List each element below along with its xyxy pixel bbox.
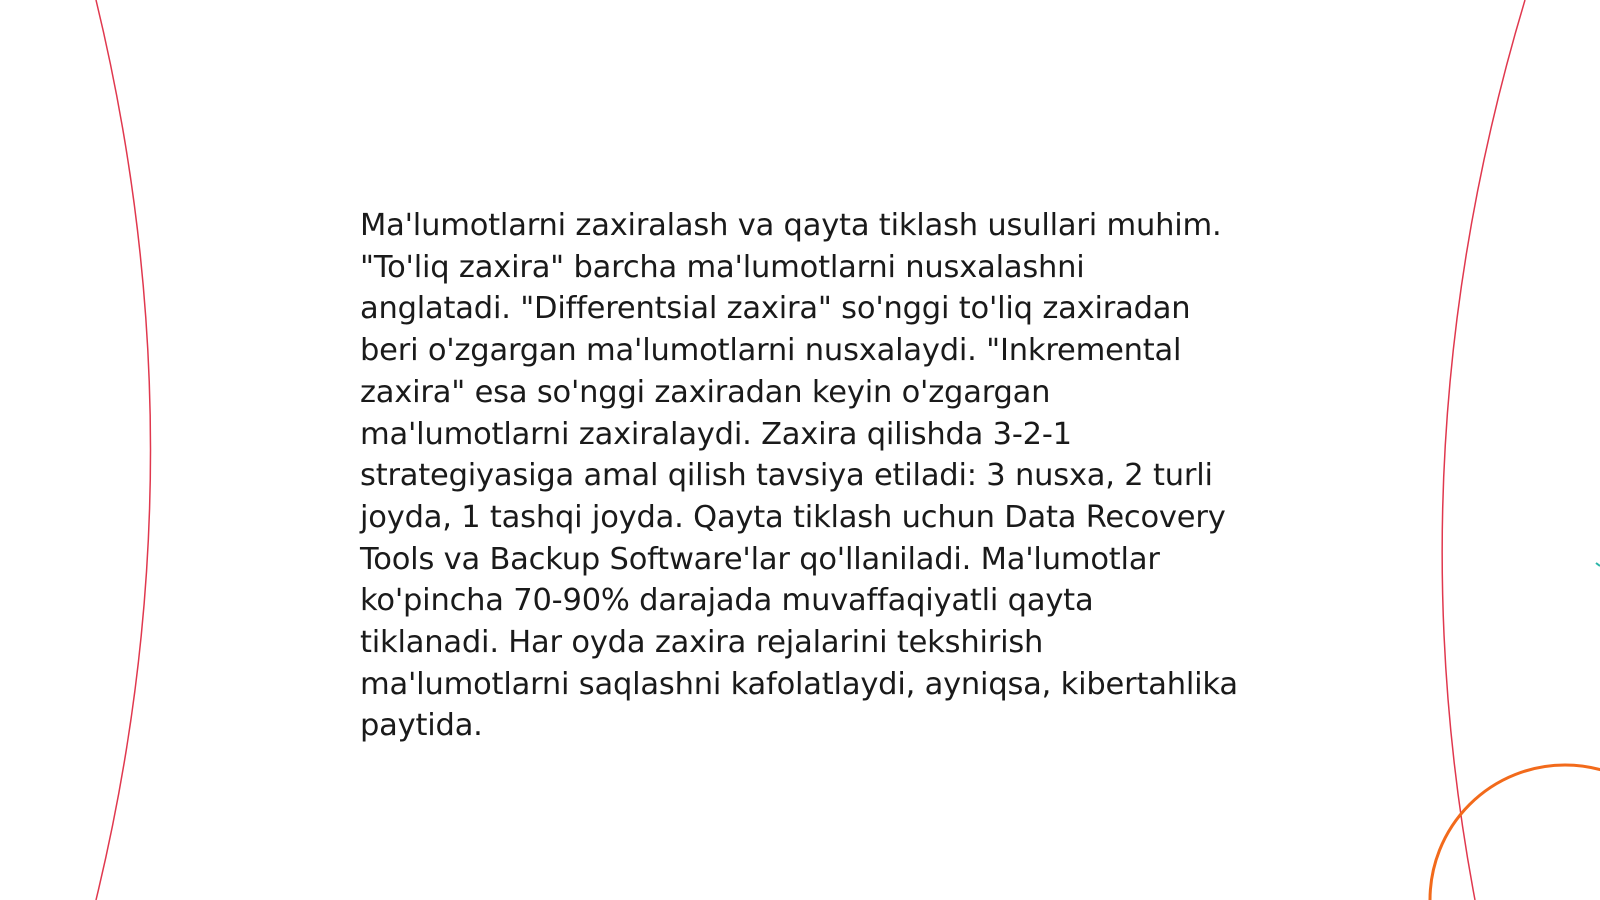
left-curve-line xyxy=(96,0,151,900)
body-text: Ma'lumotlarni zaxiralash va qayta tiklash usullari muhim. "To'liq zaxira" barcha ma'lumotlarni nusxalashni anglatadi. "Differentsial zaxira" so'nggi to'liq zaxiradan beri o'zgargan ma'lumotlarni nusxalaydi. "Inkremental zaxira" esa so'nggi zaxiradan keyin o'zgargan ma'lumotlarni zaxiralaydi. Zaxira qilishda 3-2-1 strategiyasiga amal qilish tavsiya etiladi: 3 nusxa, 2 turli joyda, 1 tashqi joyda. Qayta tiklash uchun Data Recovery Tools va Backup Software'lar qo'llaniladi. Ma'lumotlar ko'pincha 70-90% darajada muvaffaqiyatli qayta tiklanadi. Har oyda zaxira rejalarini tekshirish ma'lumotlarni saqlashni kafolatlaydi, ayniqsa, kibertahlika paytida. xyxy=(360,208,1238,744)
orange-circle-outline xyxy=(1430,765,1600,900)
teal-accent-mark xyxy=(1596,563,1600,566)
right-curve-line xyxy=(1442,0,1525,900)
